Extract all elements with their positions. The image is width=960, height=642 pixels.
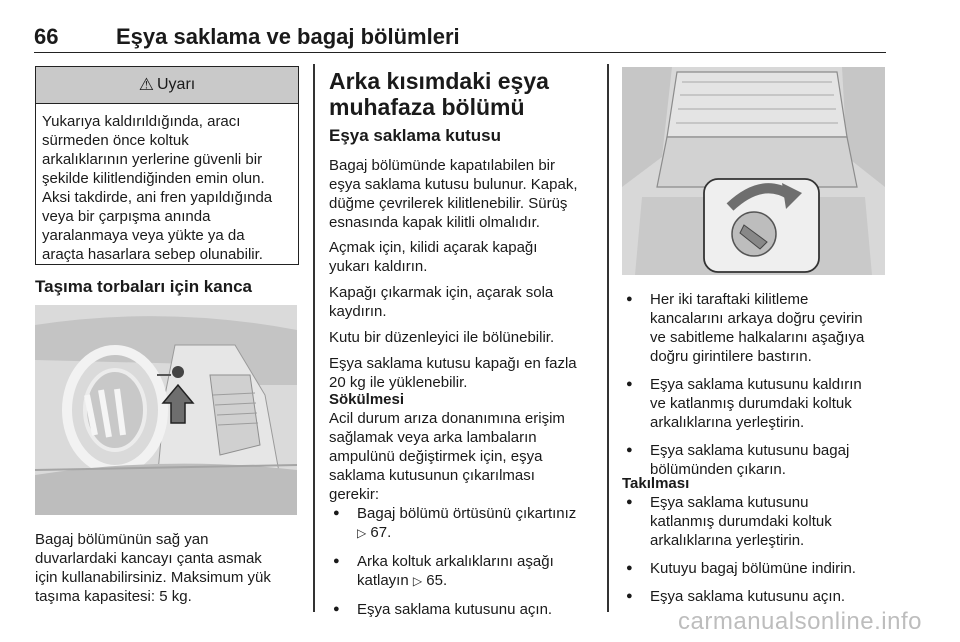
warning-line: arkalıklarının yerlerine güvenli bir [42, 151, 263, 168]
warning-line: yaralanmaya veya yükte ya da [42, 227, 245, 244]
warning-line: Aksi takdirde, ani fren yapıldığında [42, 189, 273, 206]
page-title: Eşya saklama ve bagaj bölümleri [116, 24, 460, 49]
page-header [34, 22, 886, 53]
text-line: bölümünden çıkarın. [650, 461, 786, 478]
trunk-hook-drawing [35, 305, 297, 515]
text-line: esnasında kapak kilitli olmalıdır. [329, 214, 540, 231]
text-line: ● Eşya saklama kutusunu [650, 494, 809, 511]
warning-line: veya bir çarpışma anında [42, 208, 211, 225]
removal-steps [622, 290, 892, 488]
hook-line: için kullanabilirsiniz. Maksimum yük [35, 569, 271, 586]
text-line: ● Arka koltuk arkalıklarını aşağı [357, 553, 554, 570]
storage-paragraph-3 [329, 283, 599, 321]
text-line: ampulünü değiştirmek için, eşya [329, 448, 543, 465]
list-item [329, 600, 604, 619]
text-line: arkalıklarına yerleştirin. [650, 532, 805, 549]
warning-text [36, 104, 298, 264]
text-line: ● Kutuyu bagaj bölümüne indirin. [650, 560, 856, 577]
text-line: Eşya saklama kutusu kapağı en fazla [329, 355, 577, 372]
list-item [622, 290, 892, 366]
warning-line: Yukarıya kaldırıldığında, aracı [42, 113, 241, 130]
storage-heading [329, 68, 549, 120]
hook-illustration [35, 305, 297, 515]
text-line: ● Eşya saklama kutusunu açın. [650, 588, 846, 605]
list-item [329, 552, 604, 591]
text-line: kaydırın. [329, 303, 387, 320]
text-line: Açmak için, kilidi açarak kapağı [329, 239, 538, 256]
text-line: kancalarını arkaya doğru çevirin [650, 310, 863, 327]
hook-line: Bagaj bölümünün sağ yan [35, 531, 209, 548]
column-divider-2 [607, 64, 609, 612]
storage-heading-line: muhafaza bölümü [329, 94, 525, 120]
storage-paragraph-2 [329, 238, 599, 276]
text-line: ve sabitleme halkalarını aşağıya [650, 329, 865, 346]
text-line: yukarı kaldırın. [329, 258, 428, 275]
page-number: 66 [34, 24, 59, 49]
text-line: ● Eşya saklama kutusunu kaldırın [650, 376, 862, 393]
page-reference-arrow-icon: ▷ [357, 526, 367, 540]
column-divider-1 [313, 64, 315, 612]
list-item [622, 559, 892, 578]
storage-paragraph-1 [329, 156, 599, 232]
text-line: gerekir: [329, 486, 380, 503]
text-line: Kapağı çıkarmak için, açarak sola [329, 284, 554, 301]
storage-subheading: Eşya saklama kutusu [329, 126, 501, 145]
text-line: ● Eşya saklama kutusunu açın. [357, 601, 553, 618]
text-line [357, 523, 604, 543]
hook-line: duvarlardaki kancayı çanta asmak [35, 550, 262, 567]
list-item [622, 587, 892, 606]
bag-hook-icon [172, 366, 184, 378]
warning-line: araçta hasarlara sebep olunabilir. [42, 246, 263, 263]
removal-section [329, 390, 601, 504]
hook-description [35, 530, 300, 606]
watermark: carmanualsonline.info [678, 608, 922, 635]
text-line: sağlamak veya arka lambaların [329, 429, 537, 446]
text-line: düğme çevrilerek kilitlenebilir. Sürüş [329, 195, 568, 212]
page-reference-arrow-icon: ▷ [412, 574, 423, 588]
list-item [622, 375, 892, 432]
text-line: ve katlanmış durumdaki koltuk [650, 395, 852, 412]
text-line: Bagaj bölümünde kapatılabilen bir [329, 157, 555, 174]
storage-paragraph-4 [329, 328, 599, 347]
warning-header [36, 67, 298, 104]
hook-heading: Taşıma torbaları için kanca [35, 277, 252, 296]
text-line: arkalıklarına yerleştirin. [650, 414, 805, 431]
text-line: 20 kg ile yüklenebilir. [329, 374, 468, 391]
hook-line: taşıma kapasitesi: 5 kg. [35, 588, 192, 605]
text-line: katlanmış durumdaki koltuk [650, 513, 832, 530]
text-line: Acil durum arıza donanımına erişim [329, 410, 565, 427]
removal-title: Sökülmesi [329, 391, 405, 408]
warning-box [35, 66, 299, 265]
warning-title: Uyarı [157, 76, 196, 93]
install-title: Takılması [622, 475, 690, 492]
storage-paragraph-5 [329, 354, 599, 392]
text-line: saklama kutusunun çıkarılması [329, 467, 535, 484]
warning-line: sürmeden önce koltuk [42, 132, 189, 149]
text-line: eşya saklama kutusu bulunur. Kapak, [329, 176, 578, 193]
text-line [357, 571, 604, 591]
text-line: Kutu bir düzenleyici ile bölünebilir. [329, 329, 555, 346]
page-reference[interactable]: 65. [426, 572, 448, 589]
install-steps [622, 493, 892, 615]
storage-box-illustration [622, 67, 885, 275]
text-line: ● Bagaj bölümü örtüsünü çıkartınız [357, 505, 577, 522]
storage-heading-line: Arka kısımdaki eşya [329, 68, 549, 94]
warning-triangle-icon: ⚠ [138, 75, 154, 94]
list-item [622, 493, 892, 550]
text-fragment: katlayın [357, 572, 409, 589]
list-item [329, 504, 604, 543]
text-line: ● Her iki taraftaki kilitleme [650, 291, 809, 308]
page-reference[interactable]: 67. [370, 524, 392, 541]
text-line: ● Eşya saklama kutusunu bagaj [650, 442, 850, 459]
removal-bullets [329, 504, 604, 628]
storage-box-drawing [622, 67, 885, 275]
text-line: doğru girintilere bastırın. [650, 348, 812, 365]
warning-line: şekilde kilitlendiğinden emin olun. [42, 170, 265, 187]
